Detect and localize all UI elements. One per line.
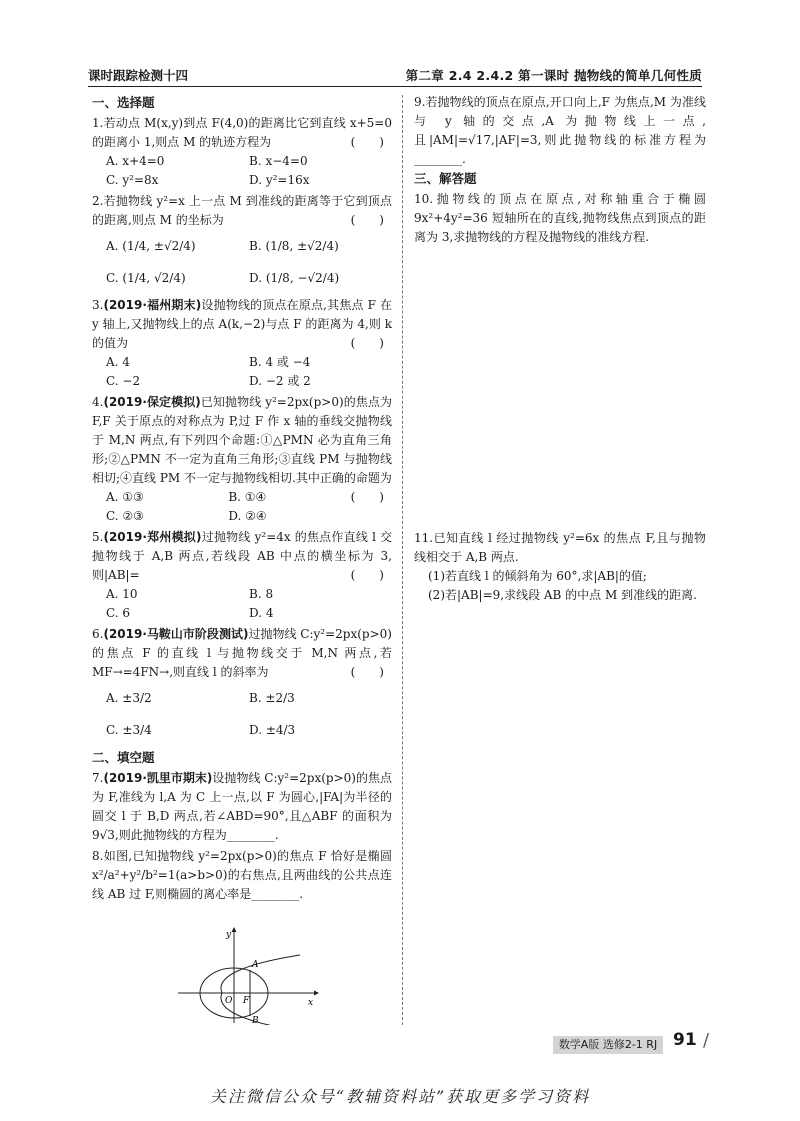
y-arrow <box>232 927 237 932</box>
header-right: 第二章 2.4 2.4.2 第一课时 抛物线的简单几何性质 <box>405 68 702 83</box>
question-11: 11.已知直线 l 经过抛物线 y²=6x 的焦点 F,且与抛物线相交于 A,B 两点. <box>414 531 706 564</box>
section-choice: 一、选择题 <box>92 95 155 110</box>
option: A. ±3/2 <box>106 691 152 705</box>
question-1-options <box>106 152 392 190</box>
option: C. (1/4, √2/4) <box>106 271 186 285</box>
right-column <box>414 93 706 605</box>
option: A. 10 <box>106 587 138 601</box>
column-divider <box>402 95 403 1025</box>
question-3: 3.(2019·福州期末)设抛物线的顶点在原点,其焦点 F 在 y 轴上,又抛物线上的点 A(k,−2)与点 F 的距离为 4,则 k 的值为 ( ) <box>92 298 392 350</box>
question-3-options <box>106 353 392 391</box>
page-number: 91 <box>673 1030 697 1050</box>
question-2: 2.若抛物线 y²=x 上一点 M 到准线的距离等于它到顶点的距离,则点 M 的坐标为 ( ) <box>92 194 392 227</box>
question-6: 6.(2019·马鞍山市阶段测试)过抛物线 C:y²=2px(p>0)的焦点 F 的直线 l 与抛物线交于 M,N 两点,若 MF→=4FN→,则直线 l 的斜率为 ( ) <box>92 627 392 679</box>
x-arrow <box>314 991 319 996</box>
option: B. x−4=0 <box>249 154 308 168</box>
option: D. ±4/3 <box>249 723 296 737</box>
promo-text: 关注微信公众号“教辅资料站”获取更多学习资料 <box>209 1087 591 1106</box>
label-o: O <box>225 996 233 1006</box>
question-7: 7.(2019·凯里市期末)设抛物线 C:y²=2px(p>0)的焦点为 F,准线为 l,A 为 C 上一点,以 F 为圆心,|FA|为半径的圆交 l 于 B,D 两点,若∠ABD=90°,且△ABF 的面积为 9√3,则此抛物线的方程为________. <box>92 771 392 842</box>
label-a: A <box>252 960 259 970</box>
left-column <box>92 93 392 904</box>
option: B. (1/8, ±√2/4) <box>249 239 339 253</box>
question-11-part1: (1)若直线 l 的倾斜角为 60°,求|AB|的值; <box>428 569 647 583</box>
question-4-options <box>106 488 351 526</box>
question-5-options <box>106 585 392 623</box>
question-9: 9.若抛物线的顶点在原点,开口向上,F 为焦点,M 为准线与 y 轴的交点,A 为抛物线上一点,且|AM|=√17,|AF|=3,则此抛物线的标准方程为________. <box>414 95 706 166</box>
label-f: F <box>243 996 250 1006</box>
parabola-ellipse-figure <box>172 925 322 1025</box>
question-5: 5.(2019·郑州模拟)过抛物线 y²=4x 的焦点作直线 l 交抛物线于 A,B 两点,若线段 AB 中点的横坐标为 3,则|AB|= ( ) <box>92 530 392 582</box>
option: B. ①④ <box>228 490 267 504</box>
question-6-options <box>106 682 392 746</box>
option: D. 4 <box>249 606 274 620</box>
page-slash: / <box>703 1030 710 1051</box>
section-fill: 二、填空题 <box>92 750 155 765</box>
question-10: 10.抛物线的顶点在原点,对称轴重合于椭圆 9x²+4y²=36 短轴所在的直线,抛物线焦点到顶点的距离为 3,求抛物线的方程及抛物线的准线方程. <box>414 192 706 244</box>
question-4: 4.(2019·保定模拟)已知抛物线 y²=2px(p>0)的焦点为 F,F 关于原点的对称点为 P,过 F 作 x 轴的垂线交抛物线于 M,N 两点,有下列四个命题:①△PMN 必为直角三角形;②△PMN 不一定为直角三角形;③直线 PM 与抛物线相切;④直线 PM 不一定与抛物线相切.其中正确的命题为 ( ) <box>92 395 392 504</box>
option: A. ①③ <box>106 490 144 504</box>
option: C. 6 <box>106 606 131 620</box>
option: B. 8 <box>249 587 274 601</box>
option: A. 4 <box>106 355 130 369</box>
question-1: 1.若动点 M(x,y)到点 F(4,0)的距离比它到直线 x+5=0 的距离小 1,则点 M 的轨迹方程为 ( ) <box>92 116 392 149</box>
question-2-options <box>106 230 392 294</box>
option: D. y²=16x <box>249 173 310 187</box>
parabola <box>221 955 300 1025</box>
question-11-part2: (2)若|AB|=9,求线段 AB 的中点 M 到准线的距离. <box>428 588 697 602</box>
question-8: 8.如图,已知抛物线 y²=2px(p>0)的焦点 F 恰好是椭圆 x²/a²+y²/b²=1(a>b>0)的右焦点,且两曲线的公共点连线 AB 过 F,则椭圆的离心率是________. <box>92 849 392 901</box>
option: C. ②③ <box>106 509 144 523</box>
header-rule <box>88 86 702 87</box>
option: C. y²=8x <box>106 173 159 187</box>
label-x: x <box>308 998 314 1008</box>
book-tag: 数学A版 选修2-1 RJ <box>553 1036 663 1054</box>
label-y: y <box>226 930 232 940</box>
header-left: 课时跟踪检测十四 <box>88 68 189 83</box>
option: D. (1/8, −√2/4) <box>249 271 340 285</box>
option: D. ②④ <box>228 509 267 523</box>
option: D. −2 或 2 <box>249 374 311 388</box>
option: A. x+4=0 <box>106 154 165 168</box>
option: A. (1/4, ±√2/4) <box>106 239 196 253</box>
option: C. −2 <box>106 374 141 388</box>
option: B. 4 或 −4 <box>249 355 311 369</box>
option: B. ±2/3 <box>249 691 295 705</box>
section-answer: 三、解答题 <box>414 171 477 186</box>
option: C. ±3/4 <box>106 723 152 737</box>
label-b: B <box>252 1016 259 1025</box>
